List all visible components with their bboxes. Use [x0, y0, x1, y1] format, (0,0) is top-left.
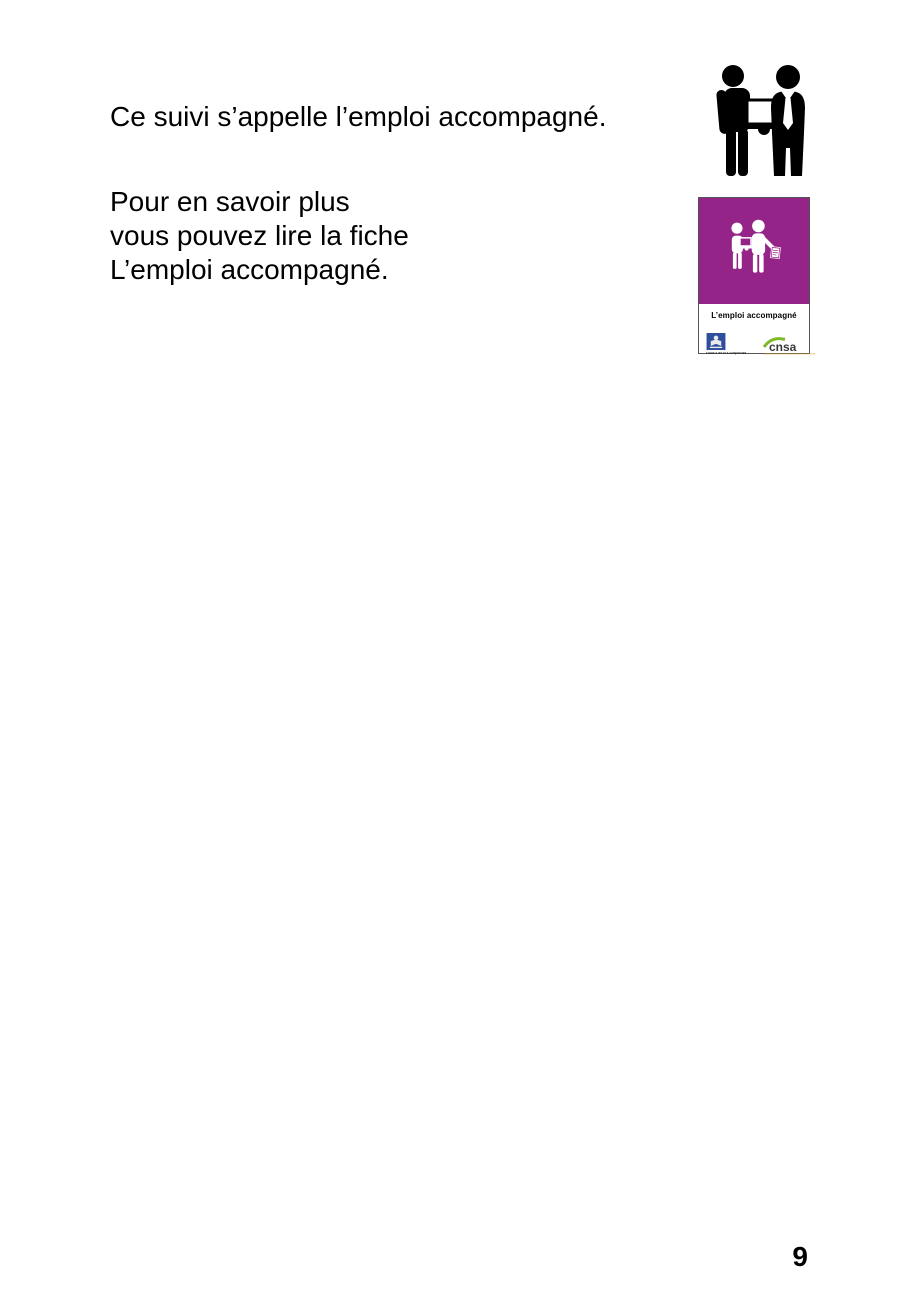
falc-caption: Facile à lire et à comprendre: [706, 352, 747, 356]
paragraph-intro: Ce suivi s’appelle l’emploi accompagné.: [110, 101, 607, 132]
two-people-document-icon: [717, 214, 791, 292]
fiche-title: L’emploi accompagné: [711, 311, 797, 320]
paragraph-line: L’emploi accompagné.: [110, 254, 389, 285]
paragraph-line: Pour en savoir plus: [110, 186, 350, 217]
cnsa-caption: Caisse nationale de solidarité pour l’autonomie: [763, 353, 816, 356]
fiche-footer: [699, 311, 816, 360]
cnsa-logo: [763, 336, 816, 356]
page-number: 9: [792, 1241, 808, 1272]
paragraph-line: vous pouvez lire la fiche: [110, 220, 409, 251]
fiche-logos: [706, 333, 816, 356]
svg-text:cnsa: cnsa: [769, 340, 797, 354]
two-people-laptop-tie-icon: [710, 63, 810, 177]
fiche-thumbnail: [698, 197, 816, 356]
falc-easy-read-icon: [706, 333, 726, 350]
fiche-cover: [699, 198, 809, 304]
paragraph-more-info: [110, 185, 409, 287]
falc-logo: [706, 333, 750, 356]
